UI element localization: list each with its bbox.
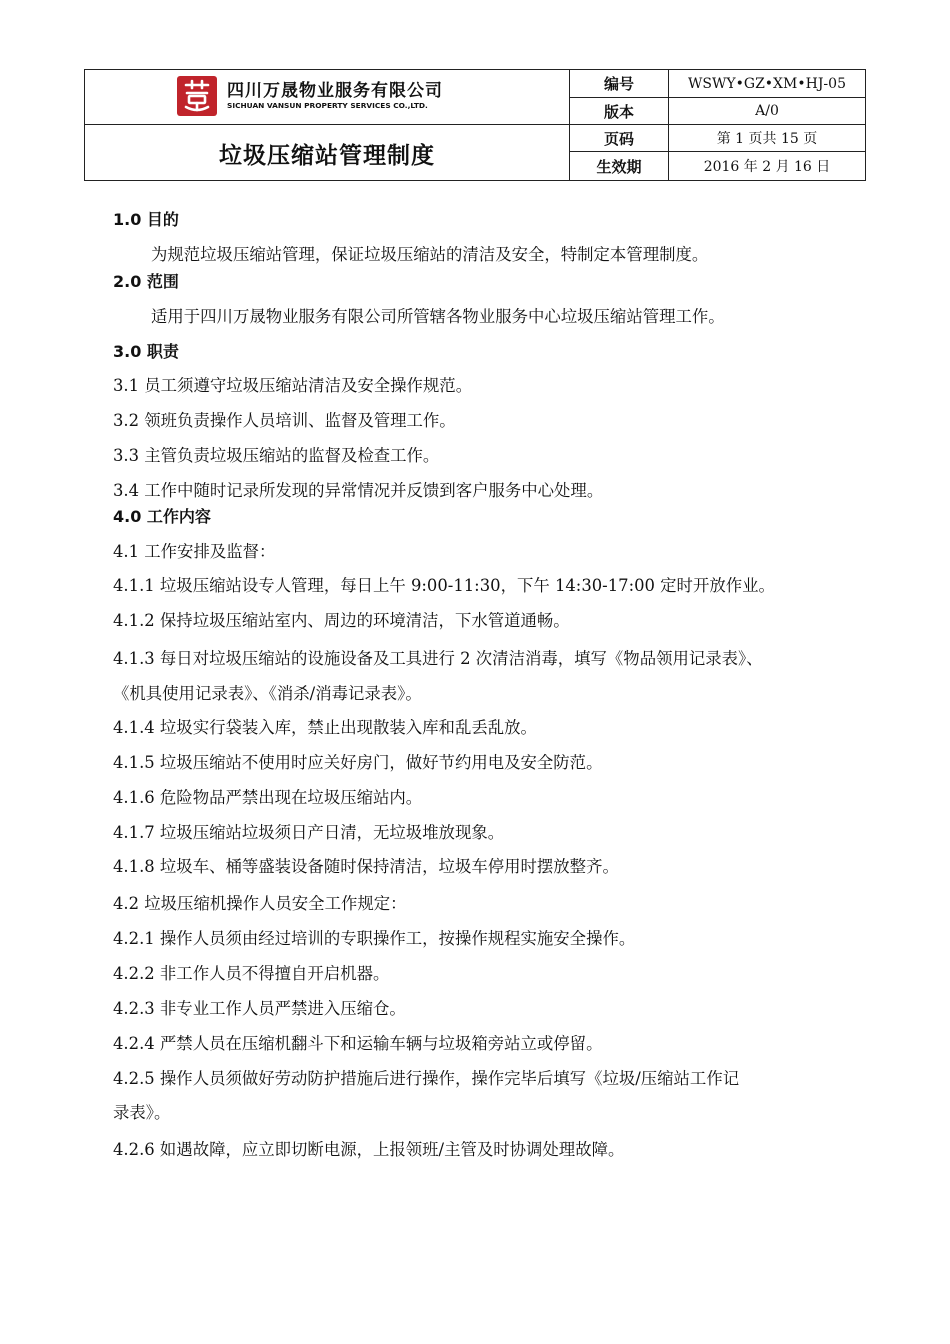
effective-date-value: 2016 年 2 月 16 日 xyxy=(703,159,831,175)
paragraph: 4.2.1 操作人员须由经过培训的专职操作工，按操作规程实施安全操作。 xyxy=(113,929,636,948)
paragraph: 4.2.2 非工作人员不得擅自开启机器。 xyxy=(113,964,390,983)
version-value: A/0 xyxy=(755,103,779,119)
paragraph: 4.2.5 操作人员须做好劳动防护措施后进行操作，操作完毕后填写《垃圾/压缩站工作记 xyxy=(113,1069,740,1088)
section-heading: 4.0 工作内容 xyxy=(113,507,211,526)
paragraph: 4.2.4 严禁人员在压缩机翻斗下和运输车辆与垃圾箱旁站立或停留。 xyxy=(113,1034,603,1053)
section-heading: 1.0 目的 xyxy=(113,210,179,229)
field-value-cell xyxy=(669,70,865,97)
page-label: 页码 xyxy=(603,129,634,148)
paragraph: 4.1.1 垃圾压缩站设专人管理，每日上午 9:00-11:30，下午 14:30-17:00 定时开放作业。 xyxy=(113,576,775,595)
paragraph: 录表》。 xyxy=(113,1103,171,1122)
paragraph: 4.1.5 垃圾压缩站不使用时应关好房门，做好节约用电及安全防范。 xyxy=(113,753,603,772)
paragraph: 3.3 主管负责垃圾压缩站的监督及检查工作。 xyxy=(113,446,440,465)
section-heading: 2.0 范围 xyxy=(113,272,179,291)
field-value-cell xyxy=(669,152,865,180)
field-label-cell xyxy=(570,70,668,97)
paragraph: 4.1.8 垃圾车、桶等盛装设备随时保持清洁，垃圾车停用时摆放整齐。 xyxy=(113,857,619,876)
field-value-cell xyxy=(669,98,865,124)
field-label-cell xyxy=(570,98,668,124)
version-label: 版本 xyxy=(603,102,634,121)
field-value-cell xyxy=(669,125,865,151)
paragraph: 4.1.2 保持垃圾压缩站室内、周边的环境清洁，下水管道通畅。 xyxy=(113,611,570,630)
document-header-table xyxy=(84,69,866,181)
paragraph: 4.1.6 危险物品严禁出现在垃圾压缩站内。 xyxy=(113,788,423,807)
paragraph: 3.4 工作中随时记录所发现的异常情况并反馈到客户服务中心处理。 xyxy=(113,481,604,500)
paragraph: 4.1.7 垃圾压缩站垃圾须日产日清，无垃圾堆放现象。 xyxy=(113,823,505,842)
paragraph: 4.2.3 非专业工作人员严禁进入压缩仓。 xyxy=(113,999,406,1018)
field-label-cell xyxy=(570,125,668,151)
effective-date-label: 生效期 xyxy=(596,157,642,176)
paragraph: 4.1.3 每日对垃圾压缩站的设施设备及工具进行 2 次清洁消毒，填写《物品领用记录表》、 xyxy=(113,649,763,668)
paragraph: 4.2.6 如遇故障，应立即切断电源，上报领班/主管及时协调处理故障。 xyxy=(113,1140,625,1159)
company-name-cn: 四川万晟物业服务有限公司 xyxy=(227,81,443,101)
document-title-cell xyxy=(85,125,569,182)
paragraph: 3.2 领班负责操作人员培训、监督及管理工作。 xyxy=(113,411,456,430)
page-value: 第 1 页共 15 页 xyxy=(716,131,818,147)
company-logo xyxy=(177,76,443,116)
paragraph: 4.1 工作安排及监督： xyxy=(113,542,276,561)
paragraph: 4.1.4 垃圾实行袋装入库，禁止出现散装入库和乱丢乱放。 xyxy=(113,718,537,737)
paragraph: 4.2 垃圾压缩机操作人员安全工作规定： xyxy=(113,894,407,913)
paragraph: 为规范垃圾压缩站管理，保证垃圾压缩站的清洁及安全，特制定本管理制度。 xyxy=(151,245,709,264)
document-title: 垃圾压缩站管理制度 xyxy=(219,143,435,169)
vansun-logo-icon xyxy=(177,76,217,116)
doc-number-value: WSWY•GZ•XM•HJ-05 xyxy=(688,75,846,92)
field-label-cell xyxy=(570,152,668,180)
section-heading: 3.0 职责 xyxy=(113,342,179,361)
company-name-en: SICHUAN VANSUN PROPERTY SERVICES CO.,LTD. xyxy=(227,101,428,110)
doc-number-label: 编号 xyxy=(603,75,634,93)
paragraph: 3.1 员工须遵守垃圾压缩站清洁及安全操作规范。 xyxy=(113,376,473,395)
paragraph: 适用于四川万晟物业服务有限公司所管辖各物业服务中心垃圾压缩站管理工作。 xyxy=(151,307,725,326)
paragraph: 《机具使用记录表》、《消杀/消毒记录表》。 xyxy=(113,684,422,703)
